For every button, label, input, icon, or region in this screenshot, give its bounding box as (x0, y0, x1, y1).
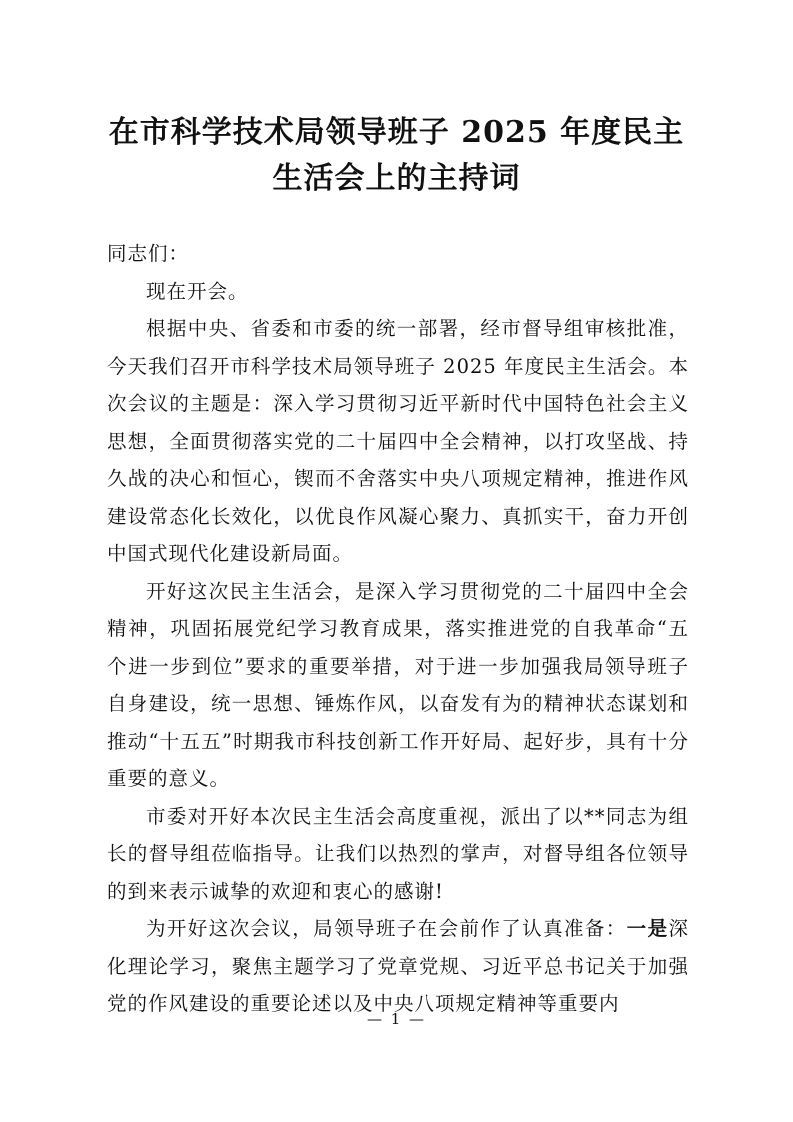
salutation: 同志们： (107, 242, 190, 265)
paragraph-opening: 现在开会。 (146, 279, 249, 303)
paragraph-significance: 开好这次民主生活会，是深入学习贯彻党的二十届四中全会精神，巩固拓展党纪学习教育成果，落实推进党的自我革命“五个进一步到位”要求的重要举措，对于进一步加强我局领导班子自身建设，统一思想、锤炼作风，以奋发有为的精神状态谋划和推动“十五五”时期我市科技创新工作开好局、起好步，具有十分重要的意义。 (107, 579, 689, 790)
document-body (107, 235, 689, 1023)
title-line-1: 在市科学技术局领导班子 2025 年度民主 (108, 115, 685, 150)
page-number: — 1 — (366, 1010, 427, 1028)
paragraph-welcome: 市委对开好本次民主生活会高度重视，派出了以**同志为组长的督导组莅临指导。让我们以热烈的掌声，对督导组各位领导的到来表示诚挚的欢迎和衷心的感谢! (107, 804, 689, 903)
paragraph-preparation (107, 910, 689, 1023)
document-title (100, 110, 693, 202)
preparation-intro: 为开好这次会议，局领导班子在会前作了认真准备： (146, 917, 627, 940)
paragraph-background: 根据中央、省委和市委的统一部署，经市督导组审核批准，今天我们召开市科学技术局领导班子 2025 年度民主生活会。本次会议的主题是：深入学习贯彻习近平新时代中国特色社会主义思想，全面贯彻落实党的二十届四中全会精神，以打攻坚战、持久战的决心和恒心，锲而不舍落实中央八项规定精神，推进作风建设常态化长效化，以优良作风凝心聚力、真抓实干，奋力开创中国式现代化建设新局面。 (107, 317, 689, 565)
title-line-2: 生活会上的主持词 (272, 161, 521, 196)
preparation-item-text: 深化理论学习，聚焦主题学习了党章党规、习近平总书记关于加强党的作风建设的重要论述以及中央八项规定精神等重要内 (107, 917, 689, 1015)
preparation-item-marker: 一是 (626, 917, 669, 940)
